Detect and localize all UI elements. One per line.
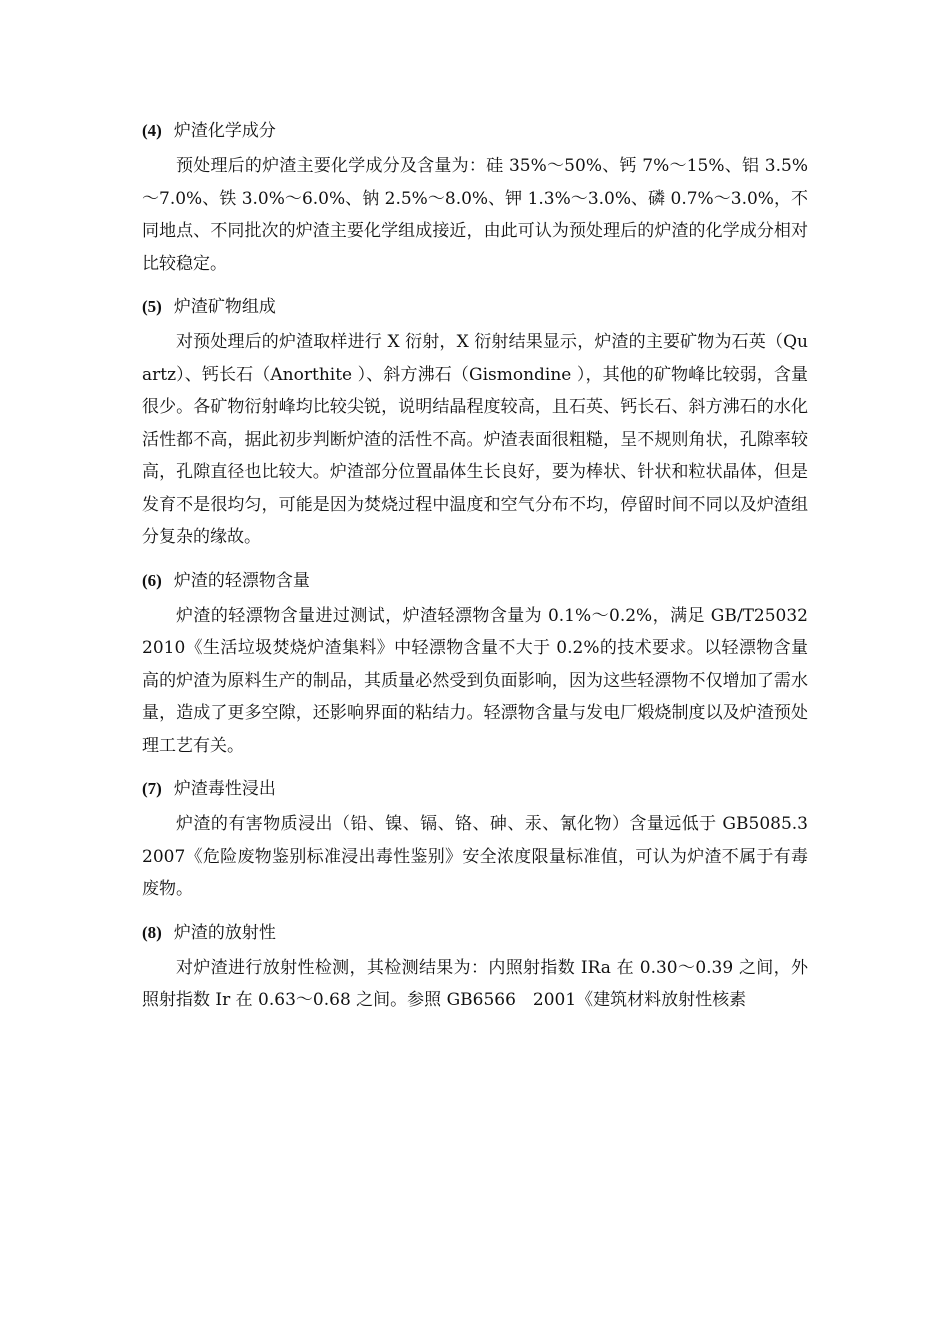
section-heading — [142, 564, 808, 598]
section-chemical-composition — [142, 114, 808, 280]
section-paragraph: 对炉渣进行放射性检测，其检测结果为：内照射指数 IRa 在 0.30～0.39 之间，外照射指数 Ir 在 0.63～0.68 之间。参照 GB6566 2001《建筑材料放射性核素 — [142, 957, 808, 1010]
section-light-floating-content — [142, 564, 825, 763]
section-title: 炉渣化学成分 — [173, 121, 276, 141]
section-number: (4) — [142, 121, 162, 140]
section-paragraph: 预处理后的炉渣主要化学成分及含量为：硅 35%～50%、钙 7%～15%、铝 3.5%～7.0%、铁 3.0%～6.0%、钠 2.5%～8.0%、钾 1.3%～3.0%、磷 0.7%～3.0%，不同地点、不同批次的炉渣主要化学组成接近，由此可认为预处理后的炉渣的化学成分相对比较稳定。 — [142, 156, 808, 274]
section-heading — [142, 114, 808, 148]
section-paragraph: 对预处理后的炉渣取样进行 X 衍射，X 衍射结果显示，炉渣的主要矿物为石英（Quartz）、钙长石（Anorthite ）、斜方沸石（Gismondine ），其他的矿物峰比较弱，含量很少。各矿物衍射峰均比较尖锐，说明结晶程度较高，且石英、钙长石、斜方沸石的水化活性都不高，据此初步判断炉渣的活性不高。炉渣表面很粗糙，呈不规则角状，孔隙率较高，孔隙直径也比较大。炉渣部分位置晶体生长良好，要为棒状、针状和粒状晶体，但是发育不是很均匀，可能是因为焚烧过程中温度和空气分布不均，停留时间不同以及炉渣组分复杂的缘故。 — [142, 332, 808, 547]
section-title: 炉渣的放射性 — [173, 922, 276, 943]
section-number: (6) — [142, 570, 162, 590]
section-title: 炉渣矿物组成 — [173, 297, 276, 317]
section-paragraph: 炉渣的有害物质浸出（铅、镍、镉、铬、砷、汞、氰化物）含量远低于 GB5085.3 2007《危险废物鉴别标准浸出毒性鉴别》安全浓度限量标准值，可认为炉渣不属于有毒废物。 — [142, 814, 825, 899]
section-number: (5) — [142, 297, 162, 316]
section-number: (7) — [142, 779, 162, 798]
section-toxicity-leaching — [142, 772, 825, 906]
section-title: 炉渣毒性浸出 — [173, 779, 276, 799]
section-heading — [142, 772, 808, 806]
section-mineral-composition — [142, 290, 808, 554]
document-page — [142, 114, 825, 1027]
section-paragraph: 炉渣的轻漂物含量进过测试，炉渣轻漂物含量为 0.1%～0.2%，满足 GB/T25032 2010《生活垃圾焚烧炉渣集料》中轻漂物含量不大于 0.2%的技术要求。以轻漂物含量高的炉渣为原料生产的制品，其质量必然受到负面影响，因为这些轻漂物不仅增加了需水量，造成了更多空隙，还影响界面的粘结力。轻漂物含量与发电厂煅烧制度以及炉渣预处理工艺有关。 — [142, 605, 825, 756]
section-title: 炉渣的轻漂物含量 — [173, 570, 310, 591]
section-radioactivity — [142, 916, 808, 1017]
section-heading — [142, 916, 808, 950]
section-number: (8) — [142, 922, 162, 942]
section-heading — [142, 290, 808, 324]
